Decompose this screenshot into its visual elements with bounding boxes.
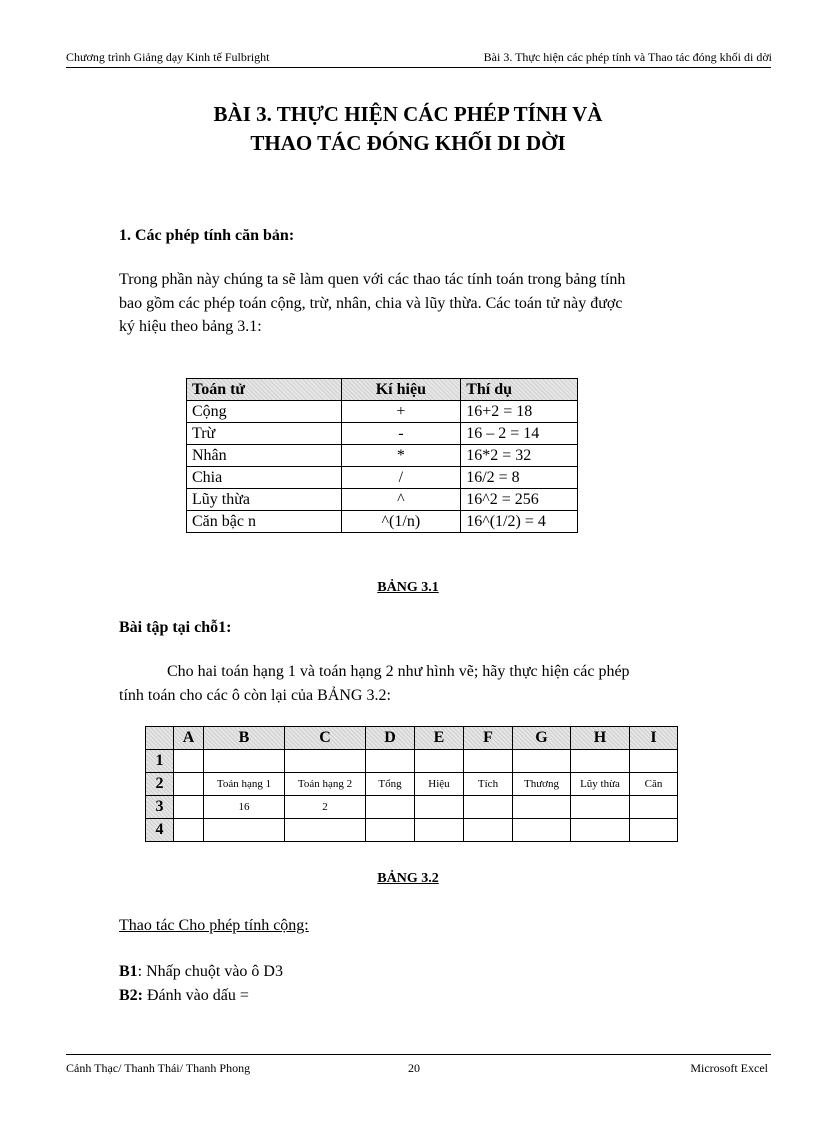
cell-symbol: * [341, 445, 461, 467]
step-label: B1 [119, 963, 138, 980]
operators-table [186, 378, 578, 533]
cell-example: 16^(1/2) = 4 [461, 511, 578, 533]
column-header: F [464, 727, 513, 750]
page-number: 20 [408, 1061, 420, 1075]
table-caption-3-2: BẢNG 3.2 [377, 871, 439, 886]
column-header: C [285, 727, 366, 750]
spreadsheet-table [145, 726, 678, 842]
cell [513, 750, 571, 773]
running-header-left: Chương trình Giảng dạy Kinh tế Fulbright [66, 50, 270, 64]
cell-operator: Chia [187, 467, 342, 489]
title-line-2: THAO TÁC ĐÓNG KHỐI DI DỜI [250, 131, 566, 155]
table-row [146, 796, 678, 819]
cell-example: 16^2 = 256 [461, 489, 578, 511]
cell: Hiệu [415, 773, 464, 796]
cell [415, 796, 464, 819]
cell [513, 796, 571, 819]
cell [630, 819, 678, 842]
cell [174, 819, 204, 842]
cell: Toán hạng 2 [285, 773, 366, 796]
header-rule [66, 67, 771, 68]
cell-example: 16+2 = 18 [461, 401, 578, 423]
cell: Tích [464, 773, 513, 796]
footer-rule [66, 1054, 771, 1055]
exercise-heading: Bài tập tại chỗ1: [119, 619, 232, 636]
cell [174, 773, 204, 796]
row-header: 3 [146, 796, 174, 819]
cell [285, 819, 366, 842]
paragraph-line: Trong phần này chúng ta sẽ làm quen với các thao tác tính toán trong bảng tính [119, 271, 626, 288]
cell: Lũy thừa [571, 773, 630, 796]
paragraph-line: tính toán cho các ô còn lại của BẢNG 3.2: [119, 686, 391, 704]
cell [571, 819, 630, 842]
cell-example: 16/2 = 8 [461, 467, 578, 489]
table-row [146, 819, 678, 842]
table-caption-3-1: BẢNG 3.1 [377, 580, 439, 595]
column-header: D [366, 727, 415, 750]
table-row [187, 511, 578, 533]
cell: 16 [204, 796, 285, 819]
cell [571, 796, 630, 819]
footer-authors: Cảnh Thạc/ Thanh Thái/ Thanh Phong [66, 1061, 251, 1075]
table-row [146, 750, 678, 773]
cell-symbol: - [341, 423, 461, 445]
step-b1 [119, 963, 283, 981]
step-text: Đánh vào dấu = [143, 987, 249, 1004]
column-header: B [204, 727, 285, 750]
table-header-row [187, 379, 578, 401]
cell [366, 796, 415, 819]
cell-symbol: ^ [341, 489, 461, 511]
steps-heading: Thao tác Cho phép tính cộng: [119, 917, 309, 934]
page-title [0, 100, 816, 158]
cell-example: 16 – 2 = 14 [461, 423, 578, 445]
footer-product: Microsoft Excel [690, 1061, 768, 1075]
cell [630, 750, 678, 773]
cell: Tổng [366, 773, 415, 796]
cell [366, 750, 415, 773]
header-example: Thí dụ [461, 379, 578, 401]
table-row [146, 773, 678, 796]
cell [204, 750, 285, 773]
cell [571, 750, 630, 773]
cell: Thương [513, 773, 571, 796]
corner-cell [146, 727, 174, 750]
cell-symbol: + [341, 401, 461, 423]
cell-operator: Trừ [187, 423, 342, 445]
column-header: G [513, 727, 571, 750]
exercise-paragraph [119, 660, 719, 707]
header-operator: Toán tử [187, 379, 342, 401]
cell-symbol: / [341, 467, 461, 489]
header-symbol: Kí hiệu [341, 379, 461, 401]
cell [174, 796, 204, 819]
cell [415, 819, 464, 842]
running-header-right: Bài 3. Thực hiện các phép tính và Thao tác đóng khối di dời [483, 50, 772, 64]
step-label: B2: [119, 987, 143, 1004]
cell [285, 750, 366, 773]
step-text: : Nhấp chuột vào ô D3 [137, 963, 283, 980]
cell: Toán hạng 1 [204, 773, 285, 796]
cell-operator: Cộng [187, 401, 342, 423]
table-row [187, 445, 578, 467]
cell [513, 819, 571, 842]
cell [464, 750, 513, 773]
column-header: E [415, 727, 464, 750]
table-row [187, 489, 578, 511]
row-header: 2 [146, 773, 174, 796]
section-heading: 1. Các phép tính căn bản: [119, 227, 295, 244]
cell-example: 16*2 = 32 [461, 445, 578, 467]
table-row [187, 401, 578, 423]
column-header: I [630, 727, 678, 750]
column-header-row [146, 727, 678, 750]
row-header: 4 [146, 819, 174, 842]
intro-paragraph [119, 268, 719, 339]
cell [630, 796, 678, 819]
cell [204, 819, 285, 842]
column-header: A [174, 727, 204, 750]
cell [415, 750, 464, 773]
column-header: H [571, 727, 630, 750]
step-b2 [119, 987, 249, 1005]
cell-operator: Lũy thừa [187, 489, 342, 511]
cell-symbol: ^(1/n) [341, 511, 461, 533]
cell [366, 819, 415, 842]
cell [464, 819, 513, 842]
cell: Căn [630, 773, 678, 796]
cell-operator: Căn bậc n [187, 511, 342, 533]
cell-operator: Nhân [187, 445, 342, 467]
table-row [187, 423, 578, 445]
paragraph-line: ký hiệu theo bảng 3.1: [119, 318, 262, 335]
cell [464, 796, 513, 819]
table-row [187, 467, 578, 489]
cell [174, 750, 204, 773]
row-header: 1 [146, 750, 174, 773]
title-line-1: BÀI 3. THỰC HIỆN CÁC PHÉP TÍNH VÀ [213, 102, 603, 126]
paragraph-line: Cho hai toán hạng 1 và toán hạng 2 như hình vẽ; hãy thực hiện các phép [167, 663, 630, 680]
paragraph-line: bao gồm các phép toán cộng, trừ, nhân, chia và lũy thừa. Các toán tử này được [119, 294, 623, 312]
cell: 2 [285, 796, 366, 819]
